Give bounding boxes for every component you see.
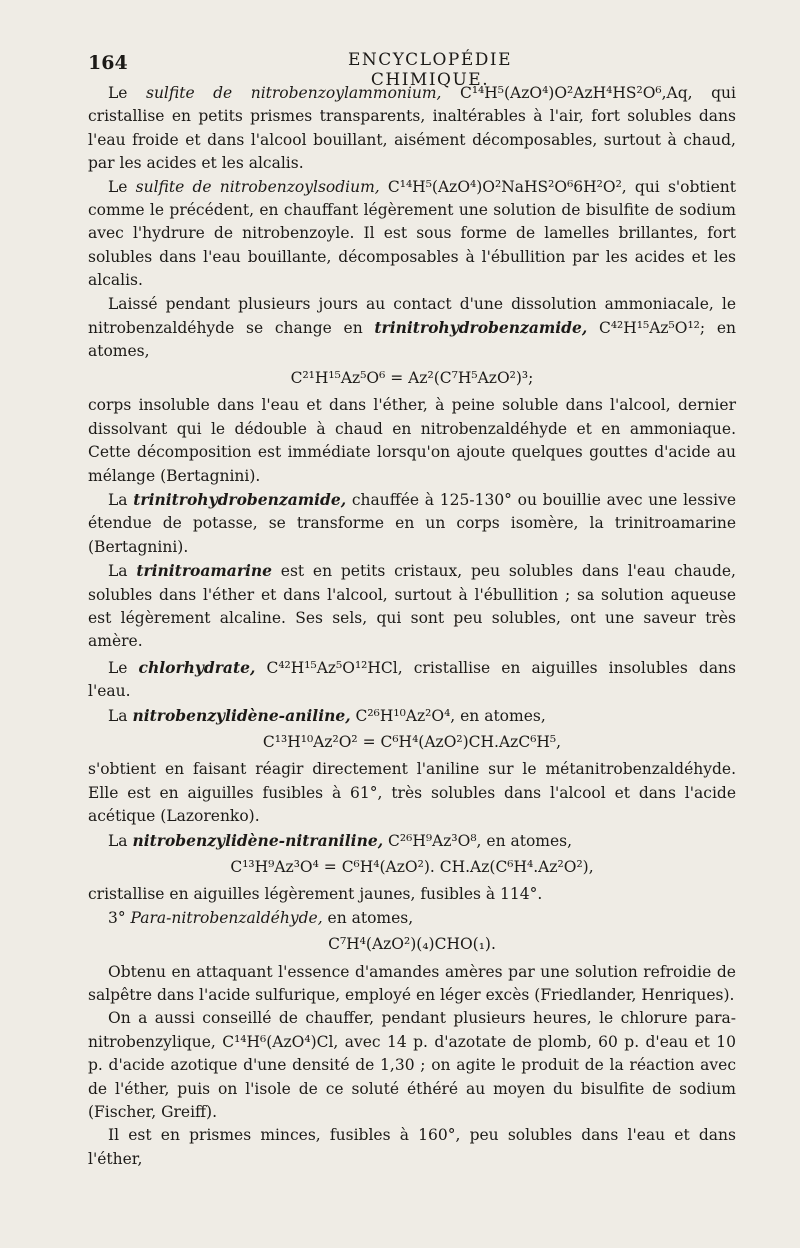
body-text <box>88 82 736 1171</box>
paragraph-text: C⁴²H¹⁵Az⁵O¹²HCl, cristallise en aiguilles insolubles dans l'eau. <box>88 658 736 701</box>
paragraph-nitrobenzylidene-aniline <box>88 704 736 728</box>
paragraph-sulfite-sodium <box>88 176 736 293</box>
compound-term: chlorhydrate, <box>138 657 256 677</box>
formula-nitrobenzylidene-nitraniline: C¹³H⁹Az³O⁴ = C⁶H⁴(AzO²). CH.Az(C⁶H⁴.Az²O²), <box>230 858 594 876</box>
paragraph-lead: Le <box>108 84 146 102</box>
paragraph-nitrobenzylidene-nitraniline <box>88 829 736 853</box>
compound-term: trinitrohydrobenzamide, <box>133 489 347 509</box>
paragraph-text: C²⁶H¹⁰Az²O⁴, en atomes, <box>350 706 546 725</box>
paragraph-para-nitrobenzaldehyde <box>88 907 736 930</box>
paragraph-text: On a aussi conseillé de chauffer, pendant plusieurs heures, le chlorure para-nitrobenzylique, C¹⁴H⁶(AzO⁴)Cl, avec 14 p. d'azotate de plomb, 60 p. d'eau et 10 p. d'acide azotique d'une densité de 1,30 ; on agite le produit de la réaction avec de l'éther, puis on l'isole de ce soluté éthéré au moyen du bisulfite de sodium (Fischer, Greiff). <box>88 1009 736 1122</box>
paragraph-lead: La <box>108 562 137 581</box>
paragraph-text: corps insoluble dans l'eau et dans l'éther, à peine soluble dans l'alcool, dernier dissolvant qui le dédouble à chaud en nitrobenzaldéhyde et en ammoniaque. Cette décomposition est immédiate lorsqu'on ajoute quelques gouttes d'acide au mélange (Bertagnini). <box>88 396 736 485</box>
paragraph-text: C¹⁴H⁵(AzO⁴)O²NaHS²O⁶6H²O², qui s'obtient comme le précédent, en chauffant légèrement une solution de bisulfite de sodium avec l'hydrure de nitrobenzoyle. Il est sous forme de lamelles brillantes, fort solubles dans l'eau bouillante, décomposables à l'ébullition par les acides et les alcalis. <box>88 177 736 290</box>
paragraph-para-nitrobenzaldehyde-preparation <box>88 961 736 1008</box>
paragraph-text: C¹⁴H⁵(AzO⁴)O²AzH⁴HS²O⁶,Aq, qui cristallise en petits prismes transparents, inaltérables à l'air, fort solubles dans l'eau froide et dans l'alcool bouillant, aisément décomposables, surtout à chaud, par les acides et les alcalis. <box>88 84 736 173</box>
paragraph-text: C⁴²H¹⁵Az⁵O¹²; en atomes, <box>88 319 736 361</box>
compound-term: nitrobenzylidène-nitraniline, <box>132 830 384 850</box>
paragraph-text: cristallise en aiguilles légèrement jaunes, fusibles à 114°. <box>88 885 543 904</box>
paragraph-lead: La <box>108 831 133 850</box>
paragraph-text: s'obtient en faisant réagir directement l'aniline sur le métanitrobenzaldéhyde. Elle est en aiguilles fusibles à 61°, très solubles dans l'alcool et dans l'acide acétique (Lazorenko). <box>88 760 736 826</box>
paragraph-lead: Laissé pendant plusieurs jours au contact d'une dissolution ammoniacale, le nitrobenzaldéhyde se change en <box>88 294 736 338</box>
page-number: 164 <box>88 52 128 74</box>
paragraph-text: C²⁶H⁹Az³O⁸, en atomes, <box>383 831 573 850</box>
paragraph-text: chauffée à 125-130° ou bouillie avec une lessive étendue de potasse, se transforme en un corps isomère, la trinitroamarine (Bertagnini). <box>88 490 736 556</box>
paragraph-lead: La <box>108 706 133 725</box>
paragraph-lead: 3° <box>108 908 131 927</box>
paragraph-sulfite-ammonium <box>88 82 736 176</box>
paragraph-lead: Le <box>108 177 136 196</box>
compound-term: Para-nitrobenzaldéhyde, <box>130 908 323 927</box>
paragraph-trinitrohydrobenzamide <box>88 293 736 364</box>
formula-trinitrohydrobenzamide: C²¹H¹⁵Az⁵O⁶ = Az²(C⁷H⁵AzO²)³; <box>290 368 534 387</box>
formula-para-nitrobenzaldehyde: C⁷H⁴(AzO²)(₄)CHO(₁). <box>328 935 496 954</box>
paragraph-text: en atomes, <box>322 908 414 927</box>
page-header <box>0 50 800 90</box>
paragraph-chlorhydrate <box>88 656 736 704</box>
paragraph-lead: La <box>108 490 134 509</box>
paragraph-lead: Le <box>108 658 139 677</box>
compound-term: sulfite de nitrobenzoylammonium, <box>145 84 442 102</box>
paragraph-trinitroamarine <box>88 559 736 654</box>
paragraph-text: Obtenu en attaquant l'essence d'amandes amères par une solution refroidie de salpêtre dans l'acide sulfurique, employé en léger excès (Friedlander, Henriques). <box>88 962 736 1005</box>
paragraph-text: est en petits cristaux, peu solubles dans l'eau chaude, solubles dans l'éther et dans l'alcool, surtout à l'ébullition ; sa solution aqueuse est légèrement alcaline. Ses sels, qui sont peu solubles, ont une saveur très amère. <box>88 562 736 651</box>
paragraph-para-nitrobenzaldehyde-properties <box>88 1124 736 1171</box>
paragraph-para-nitrobenzaldehyde-alternative <box>88 1007 736 1124</box>
paragraph-nitrobenzylidene-aniline-properties <box>88 758 736 828</box>
compound-term: trinitroamarine <box>136 561 273 581</box>
formula-nitrobenzylidene-aniline: C¹³H¹⁰Az²O² = C⁶H⁴(AzO²)CH.AzC⁶H⁵, <box>262 732 562 751</box>
paragraph-nitrobenzylidene-nitraniline-properties <box>88 883 736 906</box>
compound-term: trinitrohydrobenzamide, <box>374 318 588 338</box>
compound-term: nitrobenzylidène-aniline, <box>132 705 351 725</box>
running-head: ENCYCLOPÉDIE CHIMIQUE. <box>347 50 513 90</box>
paragraph-trinitrohydrobenzamide-properties <box>88 394 736 488</box>
compound-term: sulfite de nitrobenzoylsodium, <box>135 177 380 196</box>
paragraph-text: Il est en prismes minces, fusibles à 160°, peu solubles dans l'eau et dans l'éther, <box>88 1126 736 1168</box>
paragraph-trinitrohydrobenzamide-heating <box>88 488 736 559</box>
